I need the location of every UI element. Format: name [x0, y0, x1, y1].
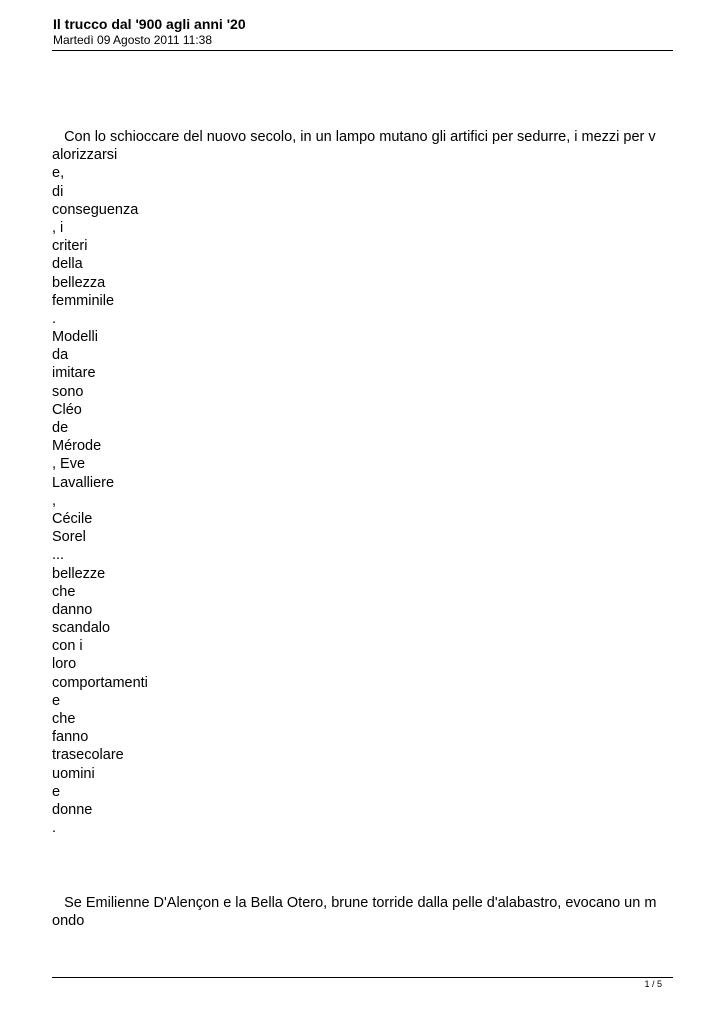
- text-line: della: [52, 256, 83, 273]
- text-line: de: [52, 420, 69, 436]
- text-line: Sorel: [52, 529, 86, 546]
- text-line: danno: [52, 601, 93, 618]
- text-line: , Eve: [52, 456, 86, 473]
- text-line: trasecolare: [52, 747, 124, 764]
- text-line: Se Emilienne D'Alençon e la Bella Otero, brune torride dalla pelle d'alabastro, evocano un m: [52, 895, 657, 911]
- text-line: di: [52, 183, 64, 200]
- text-line: ,: [52, 492, 57, 509]
- text-line: ...: [52, 547, 65, 564]
- header-divider: [52, 50, 673, 51]
- footer-divider: [52, 977, 673, 978]
- text-line: con i: [52, 638, 83, 655]
- text-line: .: [52, 820, 57, 837]
- text-line: da: [52, 347, 69, 364]
- text-line: Lavalliere: [52, 474, 115, 491]
- text-line: Cécile: [52, 510, 93, 527]
- text-line: che: [52, 583, 76, 600]
- paragraph-1: [52, 128, 674, 837]
- text-line: Con lo schioccare del nuovo secolo, in un lampo mutano gli artifici per sedurre, i mezzi per v: [52, 129, 656, 145]
- text-line: donne: [52, 801, 93, 818]
- document-date: Martedì 09 Agosto 2011 11:38: [53, 33, 213, 47]
- page-header: [53, 15, 673, 47]
- text-line: Mérode: [52, 438, 102, 455]
- text-line: ondo: [52, 913, 85, 930]
- text-line: fanno: [52, 729, 89, 746]
- text-line: comportamenti: [52, 674, 148, 691]
- text-line: imitare: [52, 365, 96, 382]
- text-line: alorizzarsi: [52, 147, 118, 164]
- document-title: Il trucco dal '900 agli anni '20: [53, 16, 246, 32]
- text-line: bellezza: [52, 274, 106, 291]
- paragraph-2: [52, 894, 674, 930]
- text-line: uomini: [52, 765, 95, 782]
- text-line: sono: [52, 383, 84, 400]
- page-number: 1 / 5: [644, 979, 662, 989]
- text-line: Cléo: [52, 401, 82, 418]
- text-line: , i: [52, 219, 64, 236]
- text-line: femminile: [52, 292, 115, 309]
- text-line: e: [52, 692, 61, 709]
- text-line: che: [52, 711, 76, 727]
- text-line: Modelli: [52, 329, 98, 346]
- text-line: loro: [52, 656, 77, 673]
- text-line: .: [52, 310, 57, 327]
- text-line: bellezze: [52, 565, 106, 582]
- text-line: e: [52, 783, 61, 800]
- text-line: conseguenza: [52, 201, 139, 218]
- text-line: scandalo: [52, 620, 111, 637]
- text-line: criteri: [52, 238, 88, 255]
- text-line: e,: [52, 165, 65, 182]
